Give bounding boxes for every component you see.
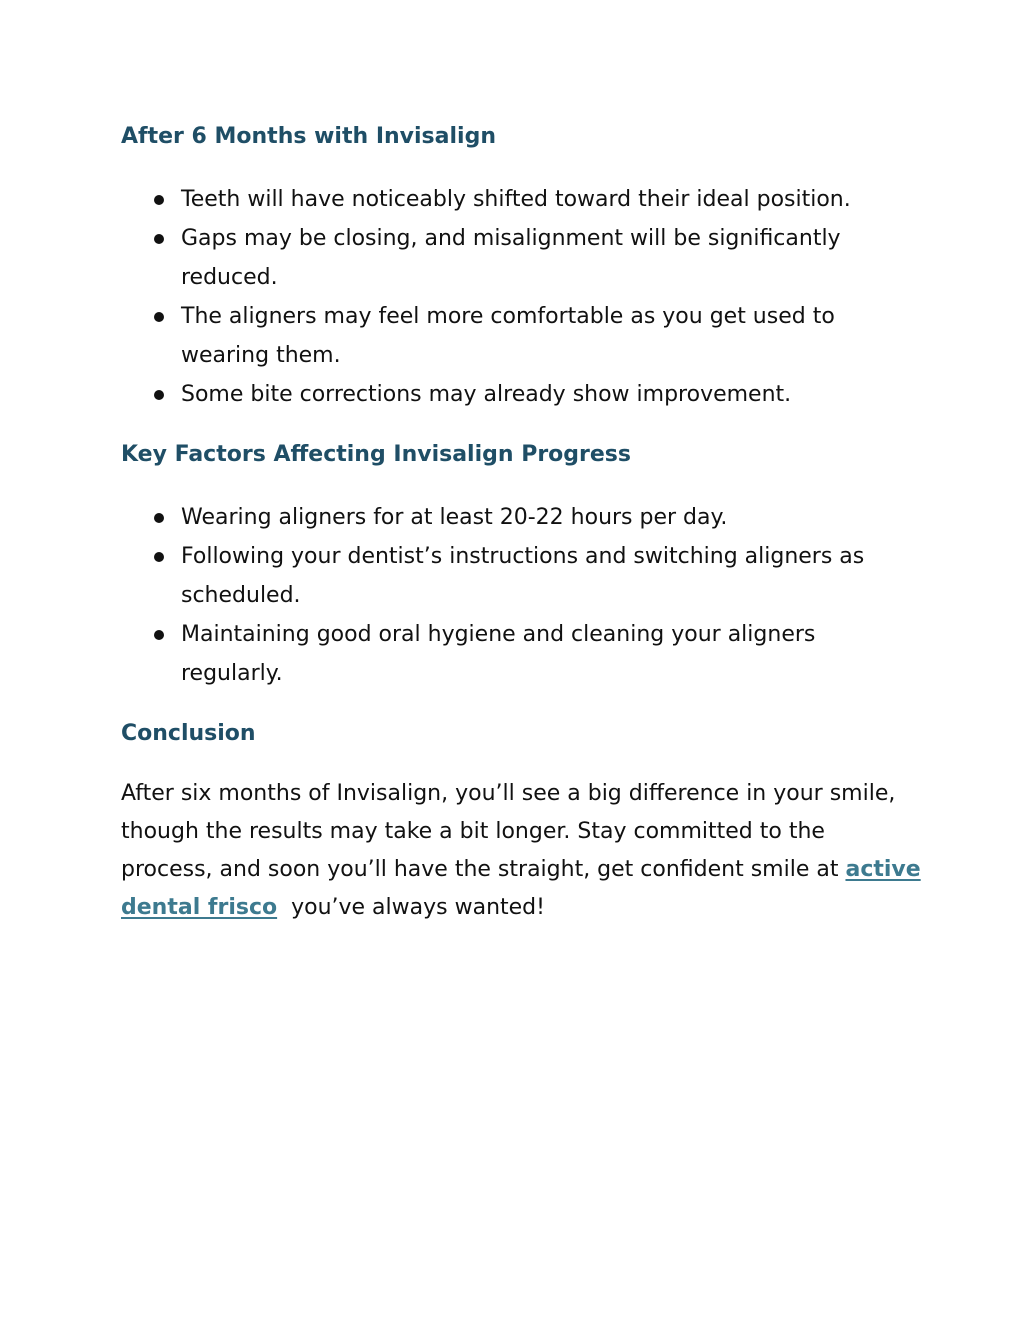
bullet-icon [154,630,164,640]
section-heading-key-factors: Key Factors Affecting Invisalign Progress [121,442,631,467]
bullet-icon [154,195,164,205]
list-item [121,180,921,219]
bullet-icon [154,312,164,322]
list-item-text: Maintaining good oral hygiene and cleaning your aligners regularly. [181,622,816,686]
list-item [121,615,921,693]
conclusion-paragraph [121,775,921,927]
document-page [121,118,921,927]
list-item [121,537,921,615]
bullet-icon [154,390,164,400]
list-item [121,498,921,537]
list-item-text: Following your dentist’s instructions and switching aligners as scheduled. [181,544,865,608]
bullet-icon [154,552,164,562]
bullet-icon [154,234,164,244]
section-heading-conclusion: Conclusion [121,721,256,746]
section-heading-after-6-months: After 6 Months with Invisalign [121,124,496,149]
conclusion-text-end: you’ve always wanted! [277,895,545,920]
after-6-months-list [121,180,921,414]
list-item [121,297,921,375]
list-item-text: Gaps may be closing, and misalignment will be significantly reduced. [181,226,841,290]
conclusion-text: After six months of Invisalign, you’ll see a big difference in your smile, though the results may take a bit longer. Stay committed to the process, and soon you’ll have the straight, get confident smile at [121,781,896,882]
list-item-text: The aligners may feel more comfortable as you get used to wearing them. [181,304,835,368]
list-item [121,219,921,297]
list-item-text: Wearing aligners for at least 20-22 hours per day. [181,505,728,530]
list-item-text: Some bite corrections may already show improvement. [181,382,792,407]
key-factors-list [121,498,921,693]
list-item [121,375,921,414]
list-item-text: Teeth will have noticeably shifted toward their ideal position. [181,187,851,212]
active-dental-frisco-link[interactable]: active dental frisco [121,857,921,920]
bullet-icon [154,513,164,523]
